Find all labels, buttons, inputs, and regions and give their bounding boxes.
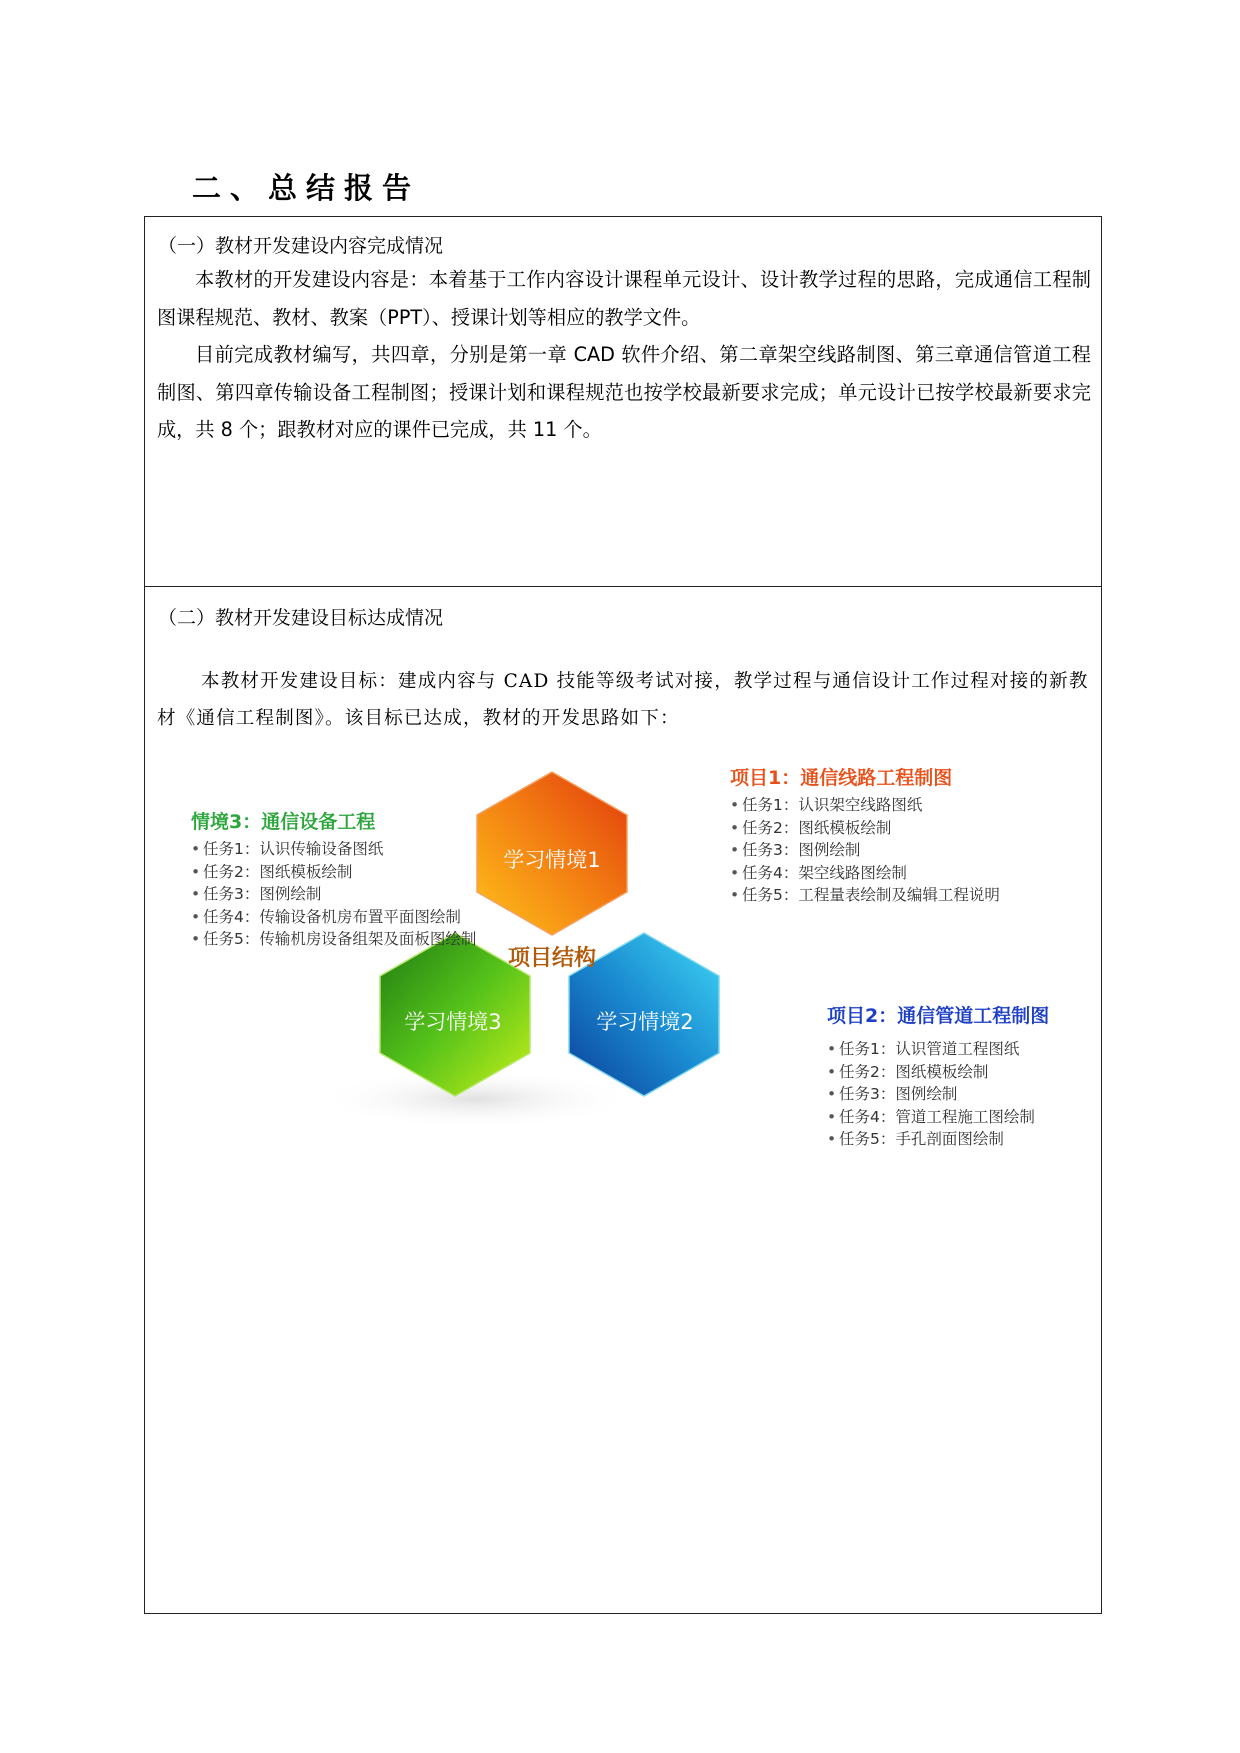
list-item: • 任务2：图纸模板绘制 <box>191 861 481 884</box>
project2-task-list <box>827 1038 1049 1151</box>
scenario3-task-list <box>191 838 481 951</box>
list-item: • 任务3：图例绘制 <box>730 839 1000 862</box>
page-heading: 二、总结报告 <box>192 171 421 205</box>
list-item: • 任务2：图纸模板绘制 <box>730 817 1000 840</box>
section-content-completion <box>145 217 1101 587</box>
hex-label-1: 学习情境1 <box>503 848 601 872</box>
hex-label-2: 学习情境2 <box>596 1010 694 1034</box>
project1-task-list <box>730 794 1000 907</box>
list-item: • 任务4：管道工程施工图绘制 <box>827 1106 1049 1129</box>
list-item: • 任务3：图例绘制 <box>827 1083 1049 1106</box>
list-item: • 任务1：认识传输设备图纸 <box>191 838 481 861</box>
section2-title: （二）教材开发建设目标达成情况 <box>158 607 444 629</box>
list-item: • 任务4：架空线路图绘制 <box>730 862 1000 885</box>
project2-block <box>827 1001 1049 1151</box>
list-item: • 任务4：传输设备机房布置平面图绘制 <box>191 906 481 929</box>
section1-paragraph-2: 目前完成教材编写，共四章，分别是第一章 CAD 软件介绍、第二章架空线路制图、第三章通信管道工程制图、第四章传输设备工程制图；授课计划和课程规范也按学校最新要求完成；单元设计已按学校最新要求完成，共 8 个；跟教材对应的课件已完成，共 11 个。 <box>157 343 1091 441</box>
project2-title: 项目2：通信管道工程制图 <box>827 1005 1050 1027</box>
section1-title: （一）教材开发建设内容完成情况 <box>158 235 444 257</box>
list-item: • 任务3：图例绘制 <box>191 883 481 906</box>
list-item: • 任务2：图纸模板绘制 <box>827 1061 1049 1084</box>
hex-label-3: 学习情境3 <box>404 1010 502 1034</box>
project1-title: 项目1：通信线路工程制图 <box>730 767 953 789</box>
report-table <box>144 216 1102 1614</box>
section-goal-achievement <box>145 587 1101 1613</box>
list-item: • 任务5：传输机房设备组架及面板图绘制 <box>191 928 481 951</box>
section1-paragraph-1: 本教材的开发建设内容是：本着基于工作内容设计课程单元设计、设计教学过程的思路，完成通信工程制图课程规范、教材、教案（PPT）、授课计划等相应的教学文件。 <box>157 268 1091 329</box>
list-item: • 任务5：手孔剖面图绘制 <box>827 1128 1049 1151</box>
list-item: • 任务1：认识架空线路图纸 <box>730 794 1000 817</box>
scenario3-block <box>191 807 481 951</box>
list-item: • 任务1：认识管道工程图纸 <box>827 1038 1049 1061</box>
list-item: • 任务5：工程量表绘制及编辑工程说明 <box>730 884 1000 907</box>
section2-paragraph: 本教材开发建设目标：建成内容与 CAD 技能等级考试对接，教学过程与通信设计工作过程对接的新教材《通信工程制图》。该目标已达成，教材的开发思路如下： <box>157 671 1089 729</box>
project1-block <box>730 763 1000 907</box>
scenario3-title: 情境3：通信设备工程 <box>191 811 376 833</box>
center-label: 项目结构 <box>507 946 597 971</box>
